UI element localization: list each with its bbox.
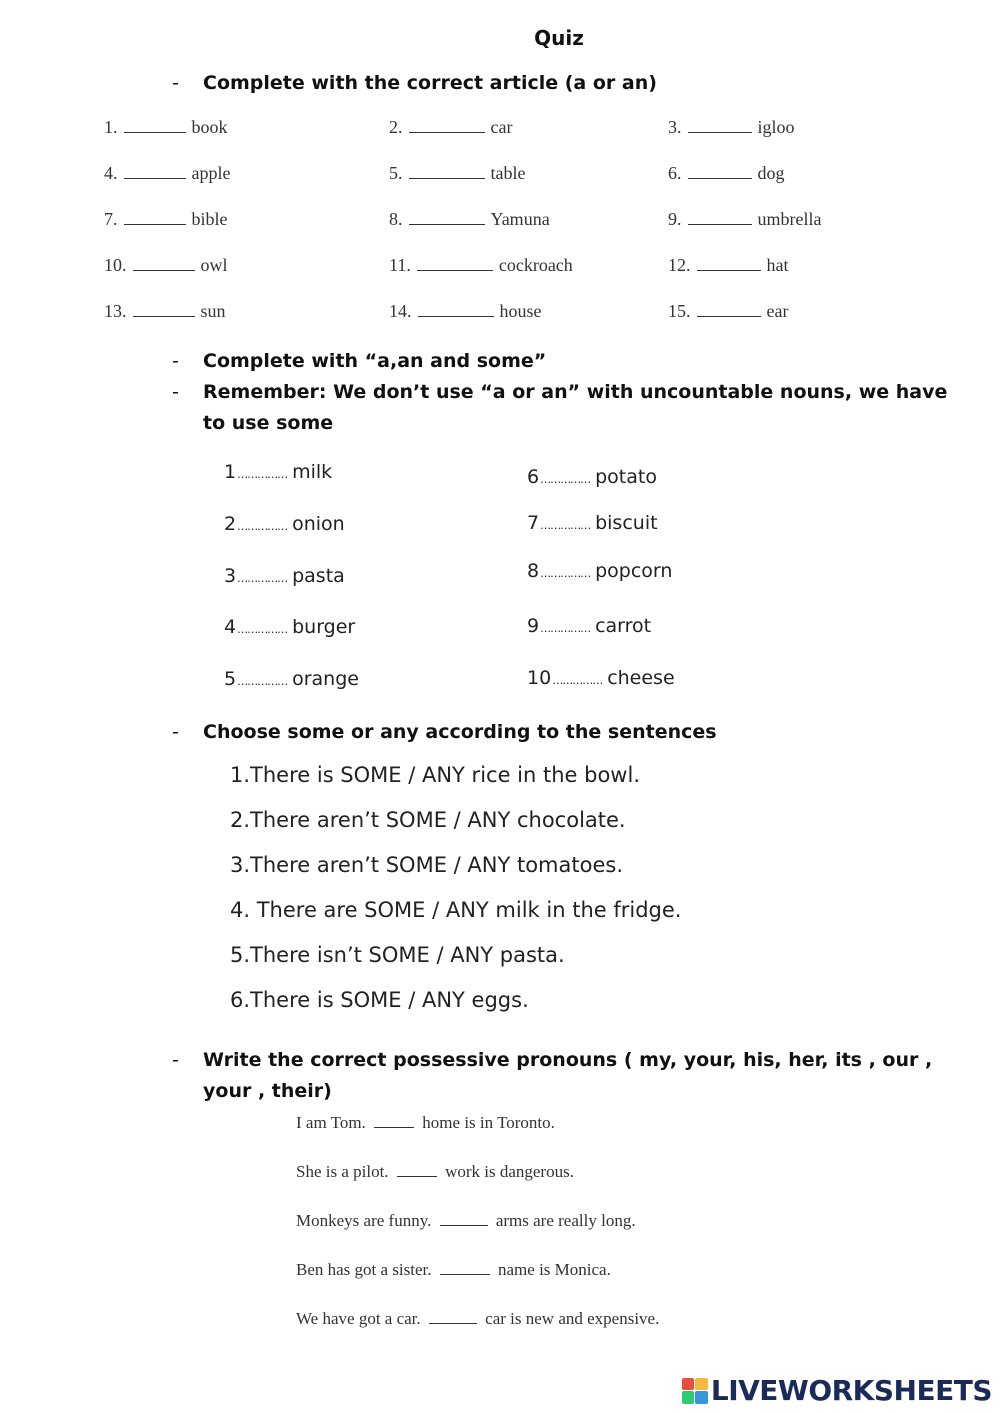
item-word: book <box>191 117 228 137</box>
item-word: ear <box>766 301 789 321</box>
item-number: 7 <box>527 512 540 534</box>
item-number: 3. <box>668 117 682 137</box>
answer-dots[interactable]: …………… <box>237 623 288 636</box>
item-number: 10. <box>104 255 127 275</box>
article-item <box>104 301 226 322</box>
section3-instruction-text: Choose some or any according to the sentences <box>203 721 717 743</box>
answer-dots[interactable]: …………… <box>540 622 591 635</box>
section1-instruction-text: Complete with the correct article (a or an) <box>203 72 657 94</box>
item-word: sun <box>200 301 226 321</box>
item-number: 6. <box>668 163 682 183</box>
item-word: bible <box>191 209 228 229</box>
article-item <box>668 163 785 184</box>
article-item <box>104 163 230 184</box>
item-number: 5 <box>224 668 237 690</box>
item-word: umbrella <box>757 209 822 229</box>
answer-dots[interactable]: …………… <box>540 519 591 532</box>
answer-blank[interactable] <box>124 164 186 179</box>
item-word: cockroach <box>498 255 573 275</box>
food-item <box>527 560 672 582</box>
item-number: 2. <box>389 117 403 137</box>
answer-blank[interactable] <box>374 1115 414 1128</box>
item-word: popcorn <box>595 560 673 582</box>
possessive-sentence <box>296 1260 611 1280</box>
item-number: 9. <box>668 209 682 229</box>
item-number: 13. <box>104 301 127 321</box>
answer-blank[interactable] <box>133 256 195 271</box>
possessive-sentence <box>296 1211 636 1231</box>
answer-blank[interactable] <box>409 210 485 225</box>
item-word: hat <box>766 255 789 275</box>
bullet-dash: - <box>172 72 179 94</box>
some-any-sentence[interactable]: 3.There aren’t SOME / ANY tomatoes. <box>230 853 623 877</box>
answer-blank[interactable] <box>417 256 493 271</box>
article-item <box>668 301 788 322</box>
section1-instruction <box>172 68 962 99</box>
bullet-dash: - <box>172 350 179 372</box>
sentence-after: work is dangerous. <box>445 1162 574 1181</box>
item-word: burger <box>292 616 356 638</box>
item-number: 3 <box>224 565 237 587</box>
sentence-before: She is a pilot. <box>296 1162 389 1181</box>
answer-blank[interactable] <box>124 210 186 225</box>
item-number: 2 <box>224 513 237 535</box>
section4-instruction-text: Write the correct possessive pronouns ( my, your, his, her, its , our , your , their) <box>203 1049 933 1102</box>
item-number: 9 <box>527 615 540 637</box>
liveworksheets-logo <box>682 1374 992 1407</box>
bullet-dash: - <box>172 1049 179 1071</box>
remember-note <box>172 377 962 439</box>
answer-dots[interactable]: …………… <box>540 567 591 580</box>
sentence-before: I am Tom. <box>296 1113 366 1132</box>
logo-text: LIVEWORKSHEETS <box>710 1374 992 1407</box>
item-number: 12. <box>668 255 691 275</box>
article-item <box>668 255 789 276</box>
article-item <box>389 117 512 138</box>
answer-blank[interactable] <box>409 118 485 133</box>
item-number: 1. <box>104 117 118 137</box>
food-item <box>224 461 332 483</box>
some-any-sentence[interactable]: 1.There is SOME / ANY rice in the bowl. <box>230 763 640 787</box>
some-any-sentence[interactable]: 4. There are SOME / ANY milk in the fridge. <box>230 898 682 922</box>
article-item <box>668 117 795 138</box>
food-item <box>527 667 675 689</box>
food-item <box>224 513 345 535</box>
item-number: 11. <box>389 255 411 275</box>
answer-blank[interactable] <box>688 164 752 179</box>
item-word: apple <box>191 163 231 183</box>
food-item <box>224 565 345 587</box>
sentence-before: Monkeys are funny. <box>296 1211 432 1230</box>
sentence-after: arms are really long. <box>495 1211 636 1230</box>
item-number: 4 <box>224 616 237 638</box>
answer-dots[interactable]: …………… <box>237 572 288 585</box>
food-item <box>224 616 355 638</box>
item-word: carrot <box>595 615 652 637</box>
sentence-after: name is Monica. <box>498 1260 611 1279</box>
item-word: igloo <box>757 117 795 137</box>
some-any-sentence[interactable]: 5.There isn’t SOME / ANY pasta. <box>230 943 565 967</box>
sentence-before: We have got a car. <box>296 1309 421 1328</box>
answer-blank[interactable] <box>397 1164 437 1177</box>
article-item <box>389 255 573 276</box>
food-item <box>224 668 359 690</box>
item-number: 8 <box>527 560 540 582</box>
item-number: 14. <box>389 301 412 321</box>
food-item <box>527 615 651 637</box>
page-title: Quiz <box>534 26 584 50</box>
answer-blank[interactable] <box>133 302 195 317</box>
item-word: orange <box>292 668 359 690</box>
item-number: 7. <box>104 209 118 229</box>
item-word: Yamuna <box>490 209 550 229</box>
section2-instruction <box>172 346 962 377</box>
item-word: table <box>490 163 526 183</box>
answer-blank[interactable] <box>440 1262 490 1275</box>
possessive-sentence <box>296 1113 555 1133</box>
bullet-dash: - <box>172 381 179 403</box>
item-word: car <box>490 117 513 137</box>
bullet-dash: - <box>172 721 179 743</box>
article-item <box>104 209 228 230</box>
answer-blank[interactable] <box>429 1311 477 1324</box>
item-word: biscuit <box>595 512 658 534</box>
article-item <box>104 117 228 138</box>
answer-blank[interactable] <box>688 210 752 225</box>
item-word: pasta <box>292 565 345 587</box>
item-number: 8. <box>389 209 403 229</box>
section4-instruction <box>172 1045 962 1107</box>
item-word: milk <box>292 461 333 483</box>
answer-blank[interactable] <box>688 118 752 133</box>
answer-dots[interactable]: …………… <box>552 674 603 687</box>
article-item <box>389 163 525 184</box>
article-item <box>668 209 821 230</box>
some-any-sentence[interactable]: 2.There aren’t SOME / ANY chocolate. <box>230 808 626 832</box>
article-item <box>389 209 550 230</box>
sentence-after: home is in Toronto. <box>422 1113 555 1132</box>
item-number: 1 <box>224 461 237 483</box>
answer-blank[interactable] <box>409 164 485 179</box>
food-item <box>527 512 658 534</box>
answer-dots[interactable]: …………… <box>237 520 288 533</box>
item-number: 6 <box>527 466 540 488</box>
item-number: 4. <box>104 163 118 183</box>
item-number: 5. <box>389 163 403 183</box>
section3-instruction <box>172 717 962 748</box>
food-item <box>527 466 657 488</box>
sentence-after: car is new and expensive. <box>485 1309 660 1328</box>
article-item <box>104 255 228 276</box>
answer-blank[interactable] <box>697 302 761 317</box>
item-word: owl <box>200 255 228 275</box>
sentence-before: Ben has got a sister. <box>296 1260 432 1279</box>
answer-blank[interactable] <box>124 118 186 133</box>
answer-blank[interactable] <box>418 302 494 317</box>
answer-blank[interactable] <box>440 1213 488 1226</box>
answer-dots[interactable]: …………… <box>237 468 288 481</box>
remember-note-text: Remember: We don’t use “a or an” with uncountable nouns, we have to use some <box>203 381 948 434</box>
item-word: dog <box>757 163 785 183</box>
answer-blank[interactable] <box>697 256 761 271</box>
possessive-sentence <box>296 1309 659 1329</box>
item-word: onion <box>292 513 345 535</box>
article-item <box>389 301 542 322</box>
answer-dots[interactable]: …………… <box>540 473 591 486</box>
some-any-sentence[interactable]: 6.There is SOME / ANY eggs. <box>230 988 529 1012</box>
item-word: cheese <box>607 667 675 689</box>
item-number: 15. <box>668 301 691 321</box>
possessive-sentence <box>296 1162 574 1182</box>
item-number: 10 <box>527 667 552 689</box>
answer-dots[interactable]: …………… <box>237 675 288 688</box>
item-word: house <box>499 301 542 321</box>
section2-instruction-text: Complete with “a,an and some” <box>203 350 547 372</box>
item-word: potato <box>595 466 657 488</box>
logo-mark-icon <box>682 1378 708 1404</box>
